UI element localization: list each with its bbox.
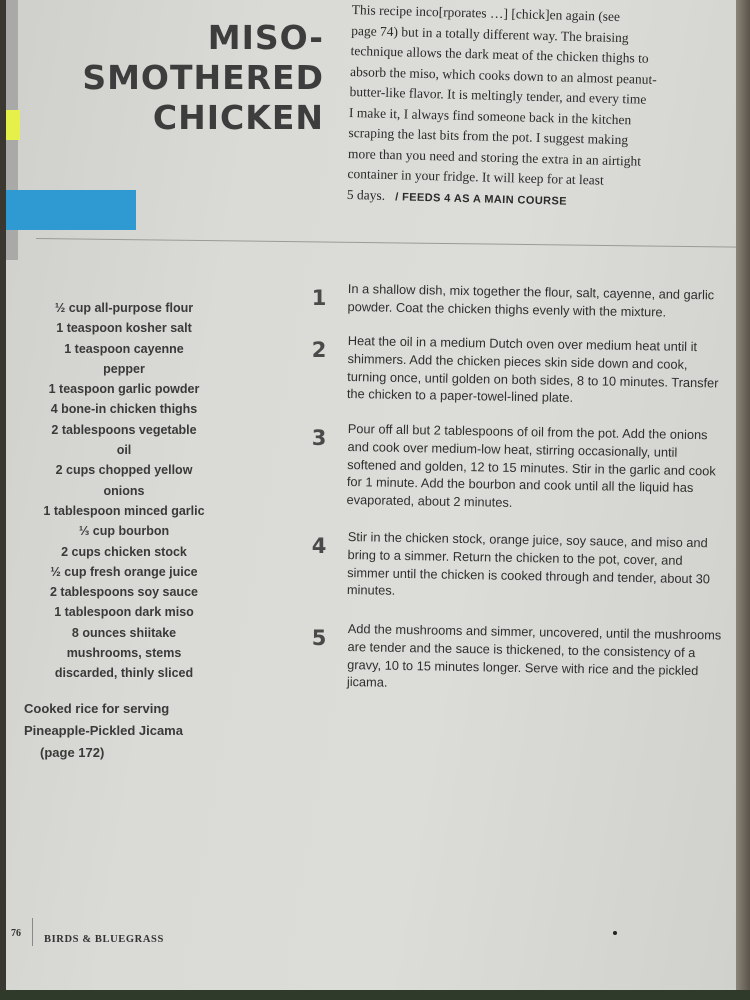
step-item: [302, 620, 722, 691]
step-number: 3: [311, 426, 327, 450]
extra-line: Pineapple-Pickled Jicama: [24, 722, 183, 738]
section-divider: [36, 238, 740, 248]
ingredient-line: onions: [103, 483, 145, 498]
ingredient-line: discarded, thinly sliced: [54, 666, 194, 681]
intro-line: This recipe inco[rporates …] [chick]en again (see: [351, 1, 621, 25]
intro-last-words: 5 days.: [346, 186, 386, 203]
title-line: MISO-: [207, 18, 324, 57]
extra-line: (page 172): [40, 744, 105, 760]
serving-extras: [24, 698, 224, 764]
step-number: 5: [311, 626, 327, 650]
intro-line: I make it, I always find someone back in the kitchen: [348, 104, 632, 127]
ingredient-line: 8 ounces shiitake: [71, 625, 177, 640]
ingredient-line: 1 tablespoon minced garlic: [43, 503, 205, 518]
background-edge: [0, 990, 750, 1000]
intro-line: scraping the last bits from the pot. I suggest making: [348, 124, 629, 148]
title-line: CHICKEN: [152, 98, 324, 137]
step-text: In a shallow dish, mix together the flour, salt, cayenne, and garlic powder. Coat the chicken thighs evenly with the mixture.: [347, 280, 715, 320]
step-number: 1: [311, 286, 327, 310]
intro-line: technique allows the dark meat of the chicken thighs to: [350, 42, 649, 66]
ingredient-line: 1 tablespoon dark miso: [54, 605, 194, 620]
ingredient-line: ½ cup all-purpose flour: [54, 301, 194, 315]
footer-divider: [32, 918, 33, 946]
ingredient-line: ⅓ cup bourbon: [78, 524, 170, 539]
ingredient-line: 1 teaspoon kosher salt: [56, 321, 192, 336]
book-title: BIRDS & BLUEGRASS: [44, 934, 164, 945]
sticky-note-tab: [6, 110, 20, 140]
step-number: 4: [311, 534, 327, 558]
ingredient-line: mushrooms, stems: [66, 646, 182, 661]
ingredient-line: oil: [116, 443, 132, 458]
step-text: Add the mushrooms and simmer, uncovered, until the mushrooms are tender and the sauce is thickened, to the consistency of a gravy, 10 to 15 minutes longer. Serve with rice and the pickled jicama.: [346, 620, 722, 691]
step-text: Stir in the chicken stock, orange juice, soy sauce, and miso and bring to a simmer. Return the chicken to the pot, cover, and simmer until the chicken is cooked through and tender, about 30 minutes.: [346, 528, 711, 599]
step-text: Heat the oil in a medium Dutch oven over medium heat until it shimmers. Add the chicken pieces skin side down and cook, turning once, until golden on both sides, 8 to 10 minutes. Transfer the chicken to a paper-towel-lined plate.: [346, 332, 719, 406]
extra-line: Cooked rice for serving: [24, 700, 170, 716]
step-number: 2: [311, 338, 327, 362]
intro-line: butter-like flavor. It is meltingly tender, and every time: [349, 83, 647, 107]
step-item: [302, 420, 722, 509]
background-edge: [736, 0, 750, 1000]
accent-color-band: [6, 190, 136, 230]
ingredient-line: 1 teaspoon cayenne: [64, 341, 184, 356]
intro-line: page 74) but in a totally different way. The braising: [351, 22, 629, 45]
intro-line: container in your fridge. It will keep for at least: [347, 165, 604, 188]
ink-dot: [613, 931, 617, 935]
ingredient-line: pepper: [103, 361, 145, 376]
intro-line: more than you need and storing the extra in an airtight: [347, 145, 642, 169]
ingredient-line: ½ cup fresh orange juice: [50, 564, 198, 579]
ingredient-line: 2 cups chopped yellow: [55, 463, 193, 478]
ingredient-line: 4 bone-in chicken thighs: [50, 402, 198, 417]
step-item: [302, 528, 722, 599]
step-item: [302, 332, 722, 406]
book-page: [6, 0, 740, 992]
ingredient-line: 1 teaspoon garlic powder: [48, 382, 200, 397]
ingredient-line: 2 tablespoons vegetable: [51, 422, 197, 437]
recipe-title: [66, 18, 324, 138]
page-number: 76: [11, 928, 21, 939]
recipe-intro: [347, 0, 692, 215]
step-text: Pour off all but 2 tablespoons of oil from the pot. Add the onions and cook over medium-low heat, stirring occasionally, until softened and golden, 12 to 15 minutes. Stir in the garlic and cook for 1 minute. Add the bourbon and cook until all the liquid has evaporated, about 2 minutes.: [346, 420, 716, 511]
ingredient-line: 2 tablespoons soy sauce: [50, 585, 198, 600]
title-line: SMOTHERED: [82, 58, 324, 97]
serving-size: / FEEDS 4 AS A MAIN COURSE: [395, 190, 568, 208]
step-item: [302, 280, 722, 320]
ingredient-list: [24, 298, 224, 764]
ingredient-line: 2 cups chicken stock: [61, 544, 187, 559]
intro-line: absorb the miso, which cooks down to an almost peanut-: [349, 63, 657, 87]
